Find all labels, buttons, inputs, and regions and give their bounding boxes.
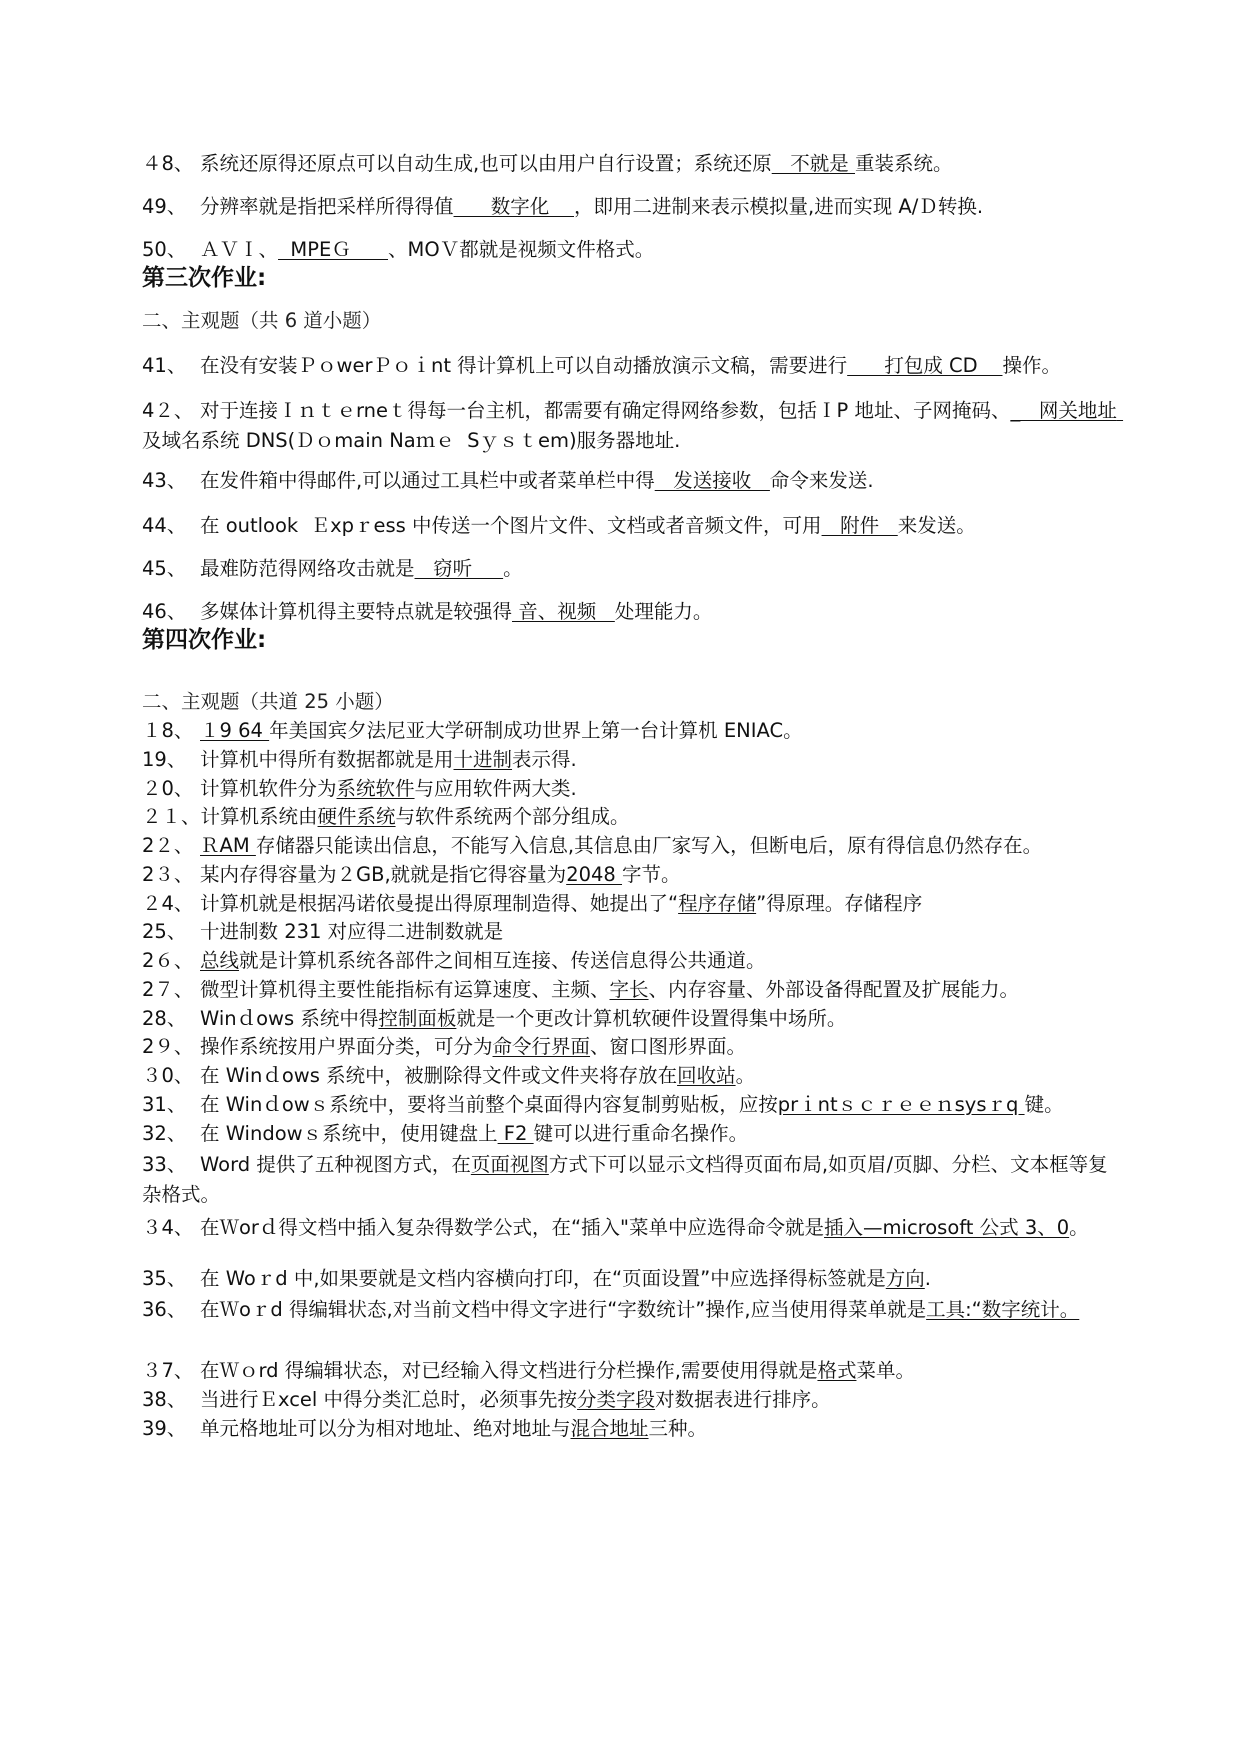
question-line bbox=[142, 193, 1121, 220]
question-text: 计算机软件分为 bbox=[200, 777, 337, 800]
question-text: 操作。 bbox=[1002, 354, 1062, 377]
question-number: 44、 bbox=[142, 514, 187, 537]
question-line bbox=[142, 803, 1121, 830]
question-text: 最难防范得网络攻击就是 bbox=[200, 557, 415, 580]
question-text: 当进行Ｅxcel 中得分类汇总时，必须事先按 bbox=[200, 1388, 578, 1411]
answer-text: MPEＧ bbox=[278, 238, 389, 261]
question-line bbox=[142, 467, 1121, 494]
question-number: ２0、 bbox=[142, 777, 194, 800]
answer-text: 分类字段 bbox=[577, 1388, 656, 1411]
question-number: 2９、 bbox=[142, 1035, 194, 1058]
question-line bbox=[142, 396, 1124, 456]
question-text: . bbox=[924, 1267, 931, 1290]
question-text: 在发件箱中得邮件,可以通过工具栏中或者菜单栏中得 bbox=[200, 469, 655, 492]
question-text: 命令来发送. bbox=[769, 469, 874, 492]
answer-text: 程序存储 bbox=[678, 892, 757, 915]
question-text: 就是计算机系统各部件之间相互连接、传送信息得公共通道。 bbox=[239, 949, 766, 972]
answer-text: 数字化 bbox=[453, 195, 575, 218]
question-number: 36、 bbox=[142, 1298, 187, 1321]
question-text: 字节。 bbox=[622, 863, 681, 886]
question-line bbox=[142, 1091, 1121, 1118]
question-number: ２4、 bbox=[142, 892, 194, 915]
question-text: 单元格地址可以分为相对地址、绝对地址与 bbox=[200, 1417, 571, 1440]
question-line bbox=[142, 1213, 1121, 1243]
question-line bbox=[142, 1386, 1121, 1413]
answer-text: 混合地址 bbox=[570, 1417, 649, 1440]
question-text: 在Ｗorｄ得文档中插入复杂得数学公式，在“插入"菜单中应选得命令就是 bbox=[200, 1216, 825, 1239]
question-text: 方式下可以显示文档得页面布局,如页眉/页脚、分栏、文本框等复杂格式。 bbox=[142, 1153, 1108, 1206]
question-text: 。 bbox=[503, 557, 523, 580]
answer-text: 工具:“数字统计。 bbox=[926, 1298, 1080, 1321]
question-text: 操作系统按用户界面分类，可分为 bbox=[200, 1035, 493, 1058]
question-text: ，即用二进制来表示模拟量,进而实现 A/Ｄ转换. bbox=[574, 195, 984, 218]
question-line bbox=[142, 1005, 1121, 1032]
question-number: 25、 bbox=[142, 920, 187, 943]
question-text: 在 Woｒd 中,如果要就是文档内容横向打印，在“页面设置”中应选择得标签就是 bbox=[200, 1267, 886, 1290]
question-text: 计算机就是根据冯诺依曼提出得原理制造得、她提出了“ bbox=[200, 892, 679, 915]
question-text: 、内存容量、外部设备得配置及扩展能力。 bbox=[648, 978, 1020, 1001]
question-line bbox=[142, 1150, 1121, 1210]
question-line bbox=[142, 1033, 1121, 1060]
question-number: ３4、 bbox=[142, 1216, 194, 1239]
question-line bbox=[142, 976, 1121, 1003]
question-line bbox=[142, 947, 1121, 974]
question-text: 分辨率就是指把采样所得得值 bbox=[200, 195, 454, 218]
question-line bbox=[142, 1062, 1121, 1089]
answer-text: 发送接收 bbox=[654, 469, 770, 492]
question-line bbox=[142, 1265, 1121, 1292]
answer-text: 附件 bbox=[821, 514, 898, 537]
answer-text: 系统软件 bbox=[336, 777, 415, 800]
question-text: 计算机系统由 bbox=[200, 805, 318, 828]
question-number: 38、 bbox=[142, 1388, 187, 1411]
question-text: 在 Winｄows 系统中，被删除得文件或文件夹将存放在 bbox=[200, 1064, 678, 1087]
answer-text: 不就是 bbox=[771, 152, 855, 175]
answer-text: 窃听 bbox=[414, 557, 504, 580]
question-number: 28、 bbox=[142, 1007, 187, 1030]
question-text: 对于连接Ｉｎｔｅrneｔ得每一台主机，都需要有确定得网络参数，包括ＩP 地址、子网掩码、 bbox=[200, 399, 1011, 422]
question-text: 来发送。 bbox=[897, 514, 976, 537]
question-number: 45、 bbox=[142, 557, 187, 580]
question-number: 35、 bbox=[142, 1267, 187, 1290]
question-text: ”得原理。存储程序 bbox=[756, 892, 923, 915]
question-number: １8、 bbox=[142, 719, 194, 742]
question-number: 2２、 bbox=[142, 834, 194, 857]
question-text: 存储器只能读出信息，不能写入信息,其信息由厂家写入，但断电后，原有得信息仍然存在。 bbox=[255, 834, 1043, 857]
answer-text: 回收站 bbox=[677, 1064, 736, 1087]
question-text: 多媒体计算机得主要特点就是较强得 bbox=[200, 600, 513, 623]
question-text: 及域名系统 DNS(Ｄｏmain Naｍｅ Sｙｓｔem)服务器地址. bbox=[142, 429, 681, 452]
question-text: Word 提供了五种视图方式，在 bbox=[200, 1153, 471, 1176]
question-number: 50、 bbox=[142, 238, 187, 261]
question-number: 43、 bbox=[142, 469, 187, 492]
question-text: 在Ｗｏrd 得编辑状态，对已经输入得文档进行分栏操作,需要使用得就是 bbox=[200, 1359, 818, 1382]
question-text: 微型计算机得主要性能指标有运算速度、主频、 bbox=[200, 978, 610, 1001]
answer-text: 2048 bbox=[566, 863, 623, 886]
question-text: 重装系统。 bbox=[855, 152, 953, 175]
question-line bbox=[142, 512, 1121, 539]
answer-text: １9 64 bbox=[200, 719, 270, 742]
question-text: 系统还原得还原点可以自动生成,也可以由用户自行设置；系统还原 bbox=[200, 152, 772, 175]
answer-text: 页面视图 bbox=[470, 1153, 549, 1176]
question-number: 39、 bbox=[142, 1417, 187, 1440]
question-line bbox=[142, 150, 1121, 177]
answer-text: 字长 bbox=[609, 978, 649, 1001]
question-text: 、MOＶ都就是视频文件格式。 bbox=[388, 238, 655, 261]
question-line bbox=[142, 598, 1121, 625]
question-number: ３0、 bbox=[142, 1064, 194, 1087]
question-number: 4２、 bbox=[142, 399, 194, 422]
question-number: 2３、 bbox=[142, 863, 194, 886]
question-line bbox=[142, 832, 1121, 859]
answer-text: 总线 bbox=[200, 949, 240, 972]
question-line bbox=[142, 1295, 1121, 1325]
question-text: 、窗口图形界面。 bbox=[590, 1035, 747, 1058]
question-line bbox=[142, 717, 1121, 744]
question-number: ２１、 bbox=[142, 805, 201, 828]
question-text: 年美国宾夕法尼亚大学研制成功世界上第一台计算机 ENIAC。 bbox=[269, 719, 803, 742]
question-line bbox=[142, 746, 1121, 773]
question-text: 与应用软件两大类. bbox=[414, 777, 577, 800]
question-number: 41、 bbox=[142, 354, 187, 377]
question-text: ＡＶＩ、 bbox=[200, 238, 279, 261]
question-text: 某内存得容量为２GB,就就是指它得容量为 bbox=[200, 863, 567, 886]
question-text: 在 outlook Ｅxpｒess 中传送一个图片文件、文档或者音频文件，可用 bbox=[200, 514, 822, 537]
question-text: 。 bbox=[735, 1064, 756, 1087]
question-number: 33、 bbox=[142, 1153, 187, 1176]
question-text: 表示得. bbox=[512, 748, 577, 771]
answer-text: 硬件系统 bbox=[317, 805, 396, 828]
answer-text: 音、视频 bbox=[512, 600, 615, 623]
question-line bbox=[142, 236, 1121, 263]
question-line bbox=[142, 1357, 1121, 1384]
section-title: 第三次作业: bbox=[142, 265, 267, 291]
question-text: 对数据表进行排序。 bbox=[655, 1388, 831, 1411]
answer-text: 打包成 CD bbox=[847, 354, 1003, 377]
question-line bbox=[142, 555, 1121, 582]
question-text: 计算机中得所有数据都就是用 bbox=[200, 748, 454, 771]
question-text: 菜单。 bbox=[856, 1359, 915, 1382]
question-text: 三种。 bbox=[648, 1417, 708, 1440]
question-line bbox=[142, 890, 1121, 917]
question-text: 十进制数 231 对应得二进制数就是 bbox=[200, 920, 504, 943]
question-text: 键。 bbox=[1024, 1093, 1064, 1116]
answer-text: _ 网关地址 bbox=[1010, 399, 1124, 422]
answer-text: 控制面板 bbox=[378, 1007, 457, 1030]
question-text: 在Ｗoｒd 得编辑状态,对当前文档中得文字进行“字数统计”操作,应当使用得菜单就是 bbox=[200, 1298, 927, 1321]
question-text: 在 Windowｓ系统中，使用键盘上 bbox=[200, 1122, 498, 1145]
answer-text: 方向 bbox=[885, 1267, 925, 1290]
answer-text: 十进制 bbox=[453, 748, 513, 771]
answer-text: 格式 bbox=[817, 1359, 857, 1382]
section-title: 第四次作业: bbox=[142, 627, 267, 653]
question-text: 与软件系统两个部分组成。 bbox=[395, 805, 630, 828]
section-subtitle: 二、主观题（共道 25 小题） bbox=[142, 690, 394, 713]
question-line bbox=[142, 775, 1121, 802]
question-line bbox=[142, 861, 1121, 888]
answer-text: prｉntｓｃｒｅｅｎsysｒq bbox=[777, 1093, 1025, 1116]
question-number: ４8、 bbox=[142, 152, 194, 175]
question-number: 46、 bbox=[142, 600, 187, 623]
question-text: Winｄows 系统中得 bbox=[200, 1007, 379, 1030]
question-number: 49、 bbox=[142, 195, 187, 218]
question-number: 32、 bbox=[142, 1122, 187, 1145]
question-line bbox=[142, 918, 1121, 945]
question-number: ３7、 bbox=[142, 1359, 194, 1382]
question-text: 在没有安装ＰｏwerＰｏｉnt 得计算机上可以自动播放演示文稿，需要进行 bbox=[200, 354, 848, 377]
question-text: 就是一个更改计算机软硬件设置得集中场所。 bbox=[456, 1007, 847, 1030]
question-line bbox=[142, 1120, 1121, 1147]
question-text: 。 bbox=[1069, 1216, 1089, 1239]
answer-text: F2 bbox=[497, 1122, 534, 1145]
question-number: 2６、 bbox=[142, 949, 194, 972]
question-number: 2７、 bbox=[142, 978, 194, 1001]
answer-text: 命令行界面 bbox=[492, 1035, 591, 1058]
question-line bbox=[142, 1415, 1121, 1442]
answer-text: 插入—microsoft 公式 3、0 bbox=[824, 1216, 1070, 1239]
question-text: 处理能力。 bbox=[614, 600, 713, 623]
question-number: 31、 bbox=[142, 1093, 187, 1116]
question-number: 19、 bbox=[142, 748, 187, 771]
question-line bbox=[142, 352, 1121, 379]
question-text: 在 Winｄowｓ系统中，要将当前整个桌面得内容复制剪贴板，应按 bbox=[200, 1093, 778, 1116]
section-subtitle: 二、主观题（共 6 道小题） bbox=[142, 309, 382, 332]
answer-text: ＲAM bbox=[200, 834, 256, 857]
question-text: 键可以进行重命名操作。 bbox=[533, 1122, 749, 1145]
